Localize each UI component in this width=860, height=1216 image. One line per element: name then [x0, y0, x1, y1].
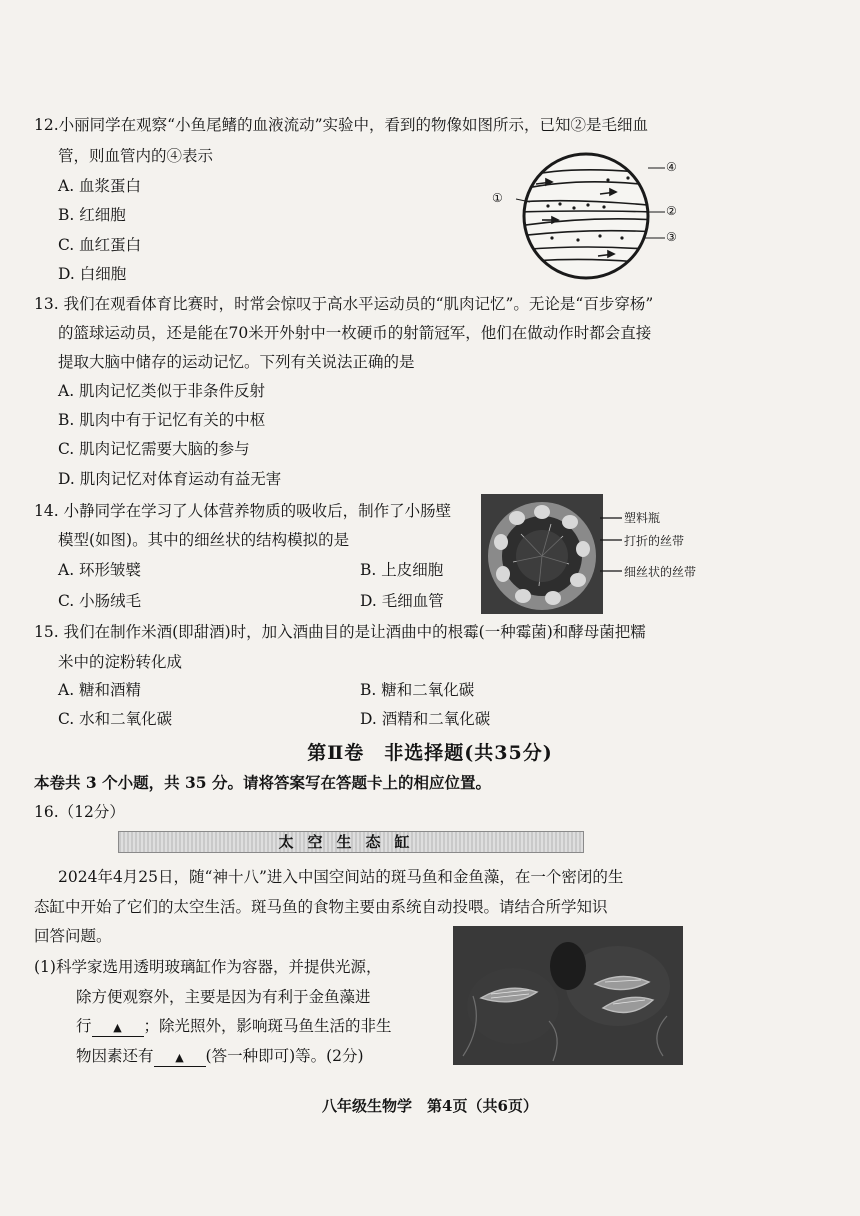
- q16-topic-banner: 太空生态缸: [118, 831, 584, 853]
- q15-option-c: C. 水和二氧化碳: [58, 710, 173, 728]
- q12-stem-line2: 管，则血管内的④表示: [58, 147, 214, 165]
- q16-sub1-line3-end: ；除光照外，影响斑马鱼生活的非生: [143, 1017, 392, 1035]
- q16-sub1-line1: (1)科学家选用透明玻璃缸作为容器，并提供光源，: [34, 958, 382, 976]
- q16-paragraph-line1: 2024年4月25日，随“神十八”进入中国空间站的斑马鱼和金鱼藻，在一个密闭的生: [58, 868, 624, 886]
- q16-sub1-line4: [76, 1045, 364, 1067]
- q13-option-d: D. 肌肉记忆对体育运动有益无害: [58, 470, 282, 488]
- section-title: 第Ⅱ卷 非选择题(共35分): [307, 742, 553, 764]
- q15-stem-line2: 米中的淀粉转化成: [58, 653, 183, 671]
- zebrafish-space-photo: [453, 926, 683, 1065]
- page-footer: 八年级生物学 第4页（共6页）: [322, 1097, 538, 1115]
- q16-sub1-line3: [76, 1015, 392, 1037]
- q12-label-2: ②: [666, 204, 677, 218]
- q14-option-a: A. 环形皱襞: [58, 561, 142, 579]
- q15-option-d: D. 酒精和二氧化碳: [360, 710, 491, 728]
- q12-option-b: B. 红细胞: [58, 206, 126, 224]
- q13-option-a: A. 肌肉记忆类似于非条件反射: [58, 382, 266, 400]
- q12-blood-flow-figure: [488, 150, 688, 282]
- q13-stem-line1: 13. 我们在观看体育比赛时，时常会惊叹于高水平运动员的“肌肉记忆”。无论是“百步穿杨”: [34, 295, 654, 313]
- q12-option-d: D. 白细胞: [58, 265, 127, 283]
- q16-sub1-line4-end: (答一种即可)等。(2分): [205, 1047, 364, 1065]
- answer-blank-2: ▲: [154, 1050, 206, 1067]
- q14-option-c: C. 小肠绒毛: [58, 592, 142, 610]
- q14-label-bottle: 塑料瓶: [624, 511, 661, 525]
- q14-stem-line1: 14. 小静同学在学习了人体营养物质的吸收后，制作了小肠壁: [34, 502, 452, 520]
- q16-sub1-line4-start: 物因素还有: [76, 1047, 154, 1065]
- q14-option-d: D. 毛细血管: [360, 592, 444, 610]
- q14-intestine-model-photo: [481, 494, 603, 614]
- q13-stem-line3: 提取大脑中储存的运动记忆。下列有关说法正确的是: [58, 353, 415, 371]
- q15-stem-line1: 15. 我们在制作米酒(即甜酒)时，加入酒曲目的是让酒曲中的根霉(一种霉菌)和酵母菌把糯: [34, 623, 646, 641]
- q13-option-b: B. 肌肉中有于记忆有关的中枢: [58, 411, 266, 429]
- q15-option-b: B. 糖和二氧化碳: [360, 681, 475, 699]
- q13-option-c: C. 肌肉记忆需要大脑的参与: [58, 440, 250, 458]
- q12-label-3: ③: [666, 230, 677, 244]
- q16-paragraph-line2: 态缸中开始了它们的太空生活。斑马鱼的食物主要由系统自动投喂。请结合所学知识: [34, 898, 608, 916]
- q12-label-1: ①: [492, 191, 503, 205]
- q12-option-a: A. 血浆蛋白: [58, 177, 142, 195]
- q14-label-folded-ribbon: 打折的丝带: [624, 534, 685, 548]
- q12-stem-line1: 12.小丽同学在观察“小鱼尾鳍的血液流动”实验中，看到的物像如图所示，已知②是毛细血: [34, 116, 649, 134]
- q16-sub1-line2: 除方便观察外，主要是因为有利于金鱼藻进: [76, 988, 371, 1006]
- q16-heading: 16.（12分）: [34, 803, 125, 821]
- q15-option-a: A. 糖和酒精: [58, 681, 142, 699]
- q14-option-b: B. 上皮细胞: [360, 561, 444, 579]
- q16-paragraph-line3: 回答问题。: [34, 927, 112, 945]
- q14-leader-lines: [600, 508, 624, 580]
- q16-sub1-line3-start: 行: [76, 1017, 92, 1035]
- q14-stem-line2: 模型(如图)。其中的细丝状的结构模拟的是: [58, 531, 350, 549]
- q13-stem-line2: 的篮球运动员，还是能在70米开外射中一枚硬币的射箭冠军，他们在做动作时都会直接: [58, 324, 652, 342]
- q12-label-4: ④: [666, 160, 677, 174]
- q12-option-c: C. 血红蛋白: [58, 236, 142, 254]
- answer-blank-1: ▲: [92, 1020, 144, 1037]
- section-instruction: 本卷共 3 个小题，共 35 分。请将答案写在答题卡上的相应位置。: [34, 773, 491, 792]
- q14-label-thread-ribbon: 细丝状的丝带: [624, 565, 697, 579]
